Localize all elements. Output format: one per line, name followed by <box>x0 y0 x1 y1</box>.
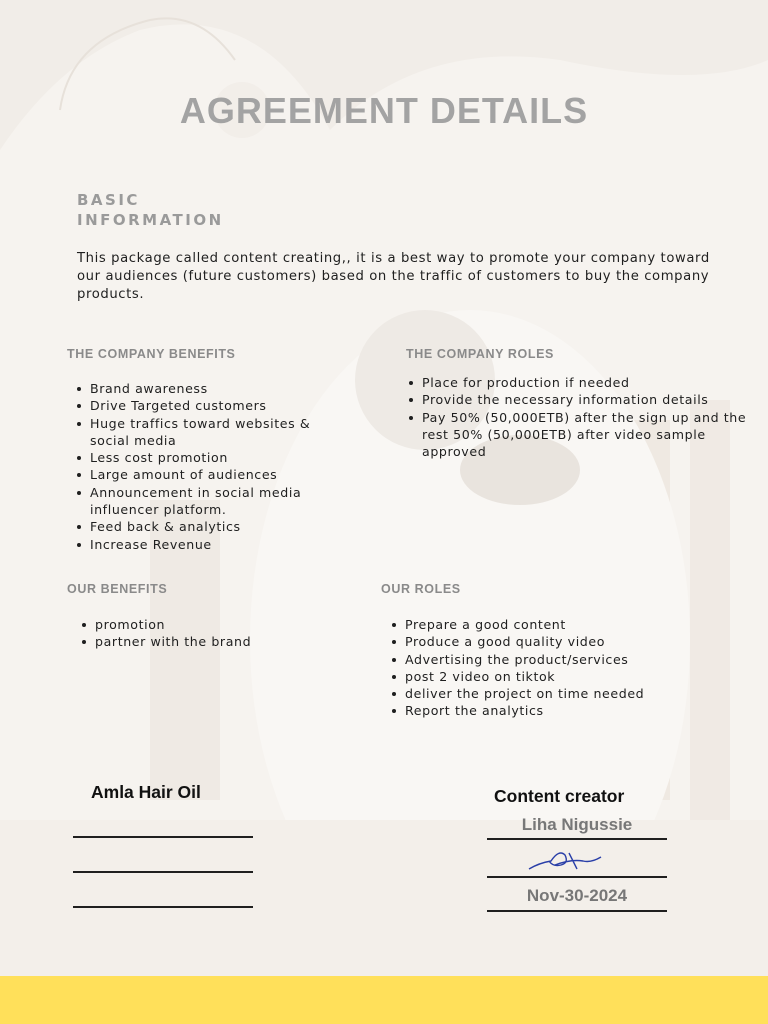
our-benefits-heading: OUR BENEFITS <box>67 582 168 596</box>
our-roles-list <box>392 616 732 720</box>
basic-heading-line-1: BASIC <box>77 191 140 209</box>
left-party-label: Amla Hair Oil <box>91 782 201 802</box>
list-item: Pay 50% (50,000ETB) after the sign up and the rest 50% (50,000ETB) after video sample approved <box>409 409 754 461</box>
list-item: Brand awareness <box>77 380 347 397</box>
basic-heading-line-2: INFORMATION <box>77 211 224 229</box>
right-signature-line <box>487 876 667 878</box>
right-name-line <box>487 838 667 840</box>
right-date-line <box>487 910 667 912</box>
list-item: Prepare a good content <box>392 616 732 633</box>
list-item: Less cost promotion <box>77 449 347 466</box>
list-item: deliver the project on time needed <box>392 685 732 702</box>
left-signature-line <box>73 836 253 838</box>
list-item: partner with the brand <box>82 633 342 650</box>
our-benefits-list <box>82 616 342 651</box>
company-roles-list <box>409 374 754 460</box>
left-date-line <box>73 906 253 908</box>
list-item: Huge traffics toward websites & social media <box>77 415 347 450</box>
list-item: Increase Revenue <box>77 536 347 553</box>
company-benefits-list <box>77 380 347 553</box>
right-date: Nov-30-2024 <box>526 886 628 905</box>
list-item: Report the analytics <box>392 702 732 719</box>
list-item: promotion <box>82 616 342 633</box>
list-item: Announcement in social media influencer platform. <box>77 484 347 519</box>
list-item: Advertising the product/services <box>392 651 732 668</box>
handwritten-signature <box>525 845 605 875</box>
list-item: Feed back & analytics <box>77 518 347 535</box>
footer-band <box>0 976 768 1024</box>
basic-information-heading <box>77 190 277 230</box>
page-title: AGREEMENT DETAILS <box>179 90 589 131</box>
our-roles-heading: OUR ROLES <box>381 582 461 596</box>
left-name-line <box>73 871 253 873</box>
right-party-name: Liha Nigussie <box>521 815 633 834</box>
list-item: Large amount of audiences <box>77 466 347 483</box>
right-party-label: Content creator <box>494 786 625 806</box>
list-item: Drive Targeted customers <box>77 397 347 414</box>
company-benefits-heading: THE COMPANY BENEFITS <box>67 347 236 361</box>
list-item: post 2 video on tiktok <box>392 668 732 685</box>
company-roles-heading: THE COMPANY ROLES <box>406 347 554 361</box>
list-item: Place for production if needed <box>409 374 754 391</box>
intro-paragraph: This package called content creating,, it is a best way to promote your company toward our audiences (future customers) based on the traffic of customers to buy the company products. <box>77 251 710 302</box>
list-item: Provide the necessary information details <box>409 391 754 408</box>
list-item: Produce a good quality video <box>392 633 732 650</box>
